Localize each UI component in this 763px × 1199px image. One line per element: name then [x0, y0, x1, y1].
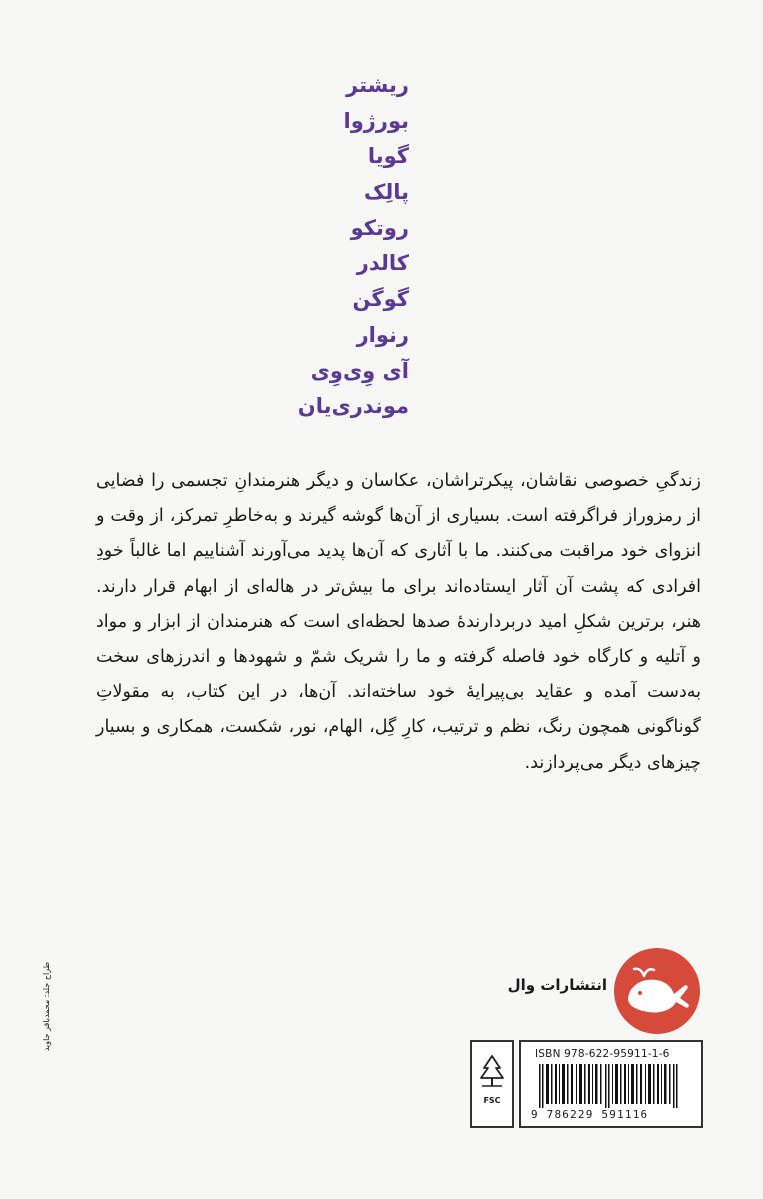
barcode-icon — [523, 1062, 699, 1112]
artist-name: گویا — [367, 144, 409, 169]
artist-name: گوگن — [352, 287, 409, 312]
artist-name: ریشتر — [346, 73, 409, 97]
artist-name: آی وِی‌وِی — [310, 358, 409, 383]
fsc-badge — [470, 1040, 514, 1128]
artist-name: بورژوا — [343, 108, 409, 133]
whale-logo-icon — [614, 948, 700, 1034]
artist-name: پالِک — [363, 180, 409, 205]
artist-name: روتکو — [350, 215, 409, 240]
artist-name-list — [298, 68, 409, 425]
back-cover-blurb: زندگیِ خصوصی نقاشان، پیکرتراشان، عکاسان و دیگر هنرمندانِ تجسمی را فضایی از رمزوراز فراگرفته است. بسیاری از آن‌ها گوشه گیرند و به‌خاطرِ تمرکز، از وقت و انزوای خود مراقبت می‌کنند. ما با آثاری که آن‌ها پدید می‌آورند آشناییم اما غالباً خودِ افرادی که پشت آن آثار ایستاده‌اند برای ما بیش‌تر در هاله‌ای از ابهام قرار دارند. هنر، برترین شکلِ امید دربردارندهٔ صدها لحظه‌ای است که هنرمندان از ابزار و مواد و آتلیه و کارگاه خود فاصله گرفته و ما را شریک شمّ و شهودها و اندرزهای سخت به‌دست آمده و عقاید بی‌پیرایهٔ خود ساخته‌اند. آن‌ها، در این کتاب، به مقولاتِ گوناگونی همچون رنگ، نظم و ترتیب، کارِ گِل، الهام، نور، شکست، همکاری و بسیار چیزهای دیگر می‌پردازند. — [96, 471, 701, 773]
barcode-digits: 9 786229 591116 — [531, 1108, 649, 1121]
cover-designer-credit: طراح جلد: محمدباقر جاوید — [42, 962, 51, 1052]
fsc-tree-icon — [472, 1042, 512, 1096]
artist-name: موندری‌یان — [297, 394, 409, 419]
isbn-barcode-block — [519, 1040, 703, 1128]
fsc-label: FSC — [483, 1096, 501, 1105]
isbn-number: ISBN 978-622-95911-1-6 — [535, 1048, 670, 1060]
artist-name: کالدر — [356, 251, 409, 276]
artist-name: رنوار — [356, 322, 409, 347]
publisher-name: انتشارات وال — [507, 976, 607, 994]
